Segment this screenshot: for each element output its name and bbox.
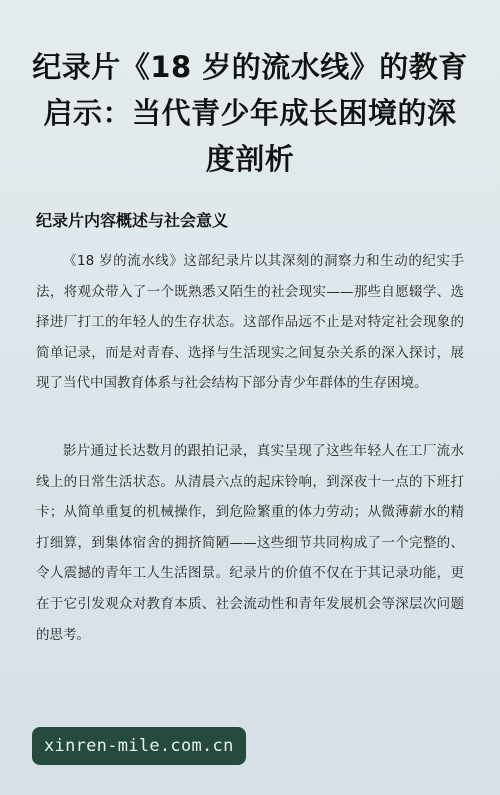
section-heading: 纪录片内容概述与社会意义 <box>36 211 229 230</box>
site-watermark: xinren-mile.com.cn <box>32 727 246 765</box>
article-title: 纪录片《18 岁的流水线》的教育启示：当代青少年成长困境的深度剖析 <box>32 50 468 176</box>
paragraph-overview: 《18 岁的流水线》这部纪录片以其深刻的洞察力和生动的纪实手法，将观众带入了一个既熟悉又陌生的社会现实——那些自愿辍学、选择进厂打工的年轻人的生存状态。这部作品远不止是对特定社会现象的简单记录，而是对青春、选择与生活现实之间复杂关系的深入探讨，展现了当代中国教育体系与社会结构下部分青少年群体的生存困境。 <box>36 253 464 392</box>
paragraph-details: 影片通过长达数月的跟拍记录，真实呈现了这些年轻人在工厂流水线上的日常生活状态。从清晨六点的起床铃响，到深夜十一点的下班打卡；从简单重复的机械操作，到危险繁重的体力劳动；从微薄薪水的精打细算，到集体宿舍的拥挤简陋——这些细节共同构成了一个完整的、令人震撼的青年工人生活图景。纪录片的价值不仅在于其记录功能，更在于它引发观众对教育本质、社会流动性和青年发展机会等深层次问题的思考。 <box>36 443 464 643</box>
